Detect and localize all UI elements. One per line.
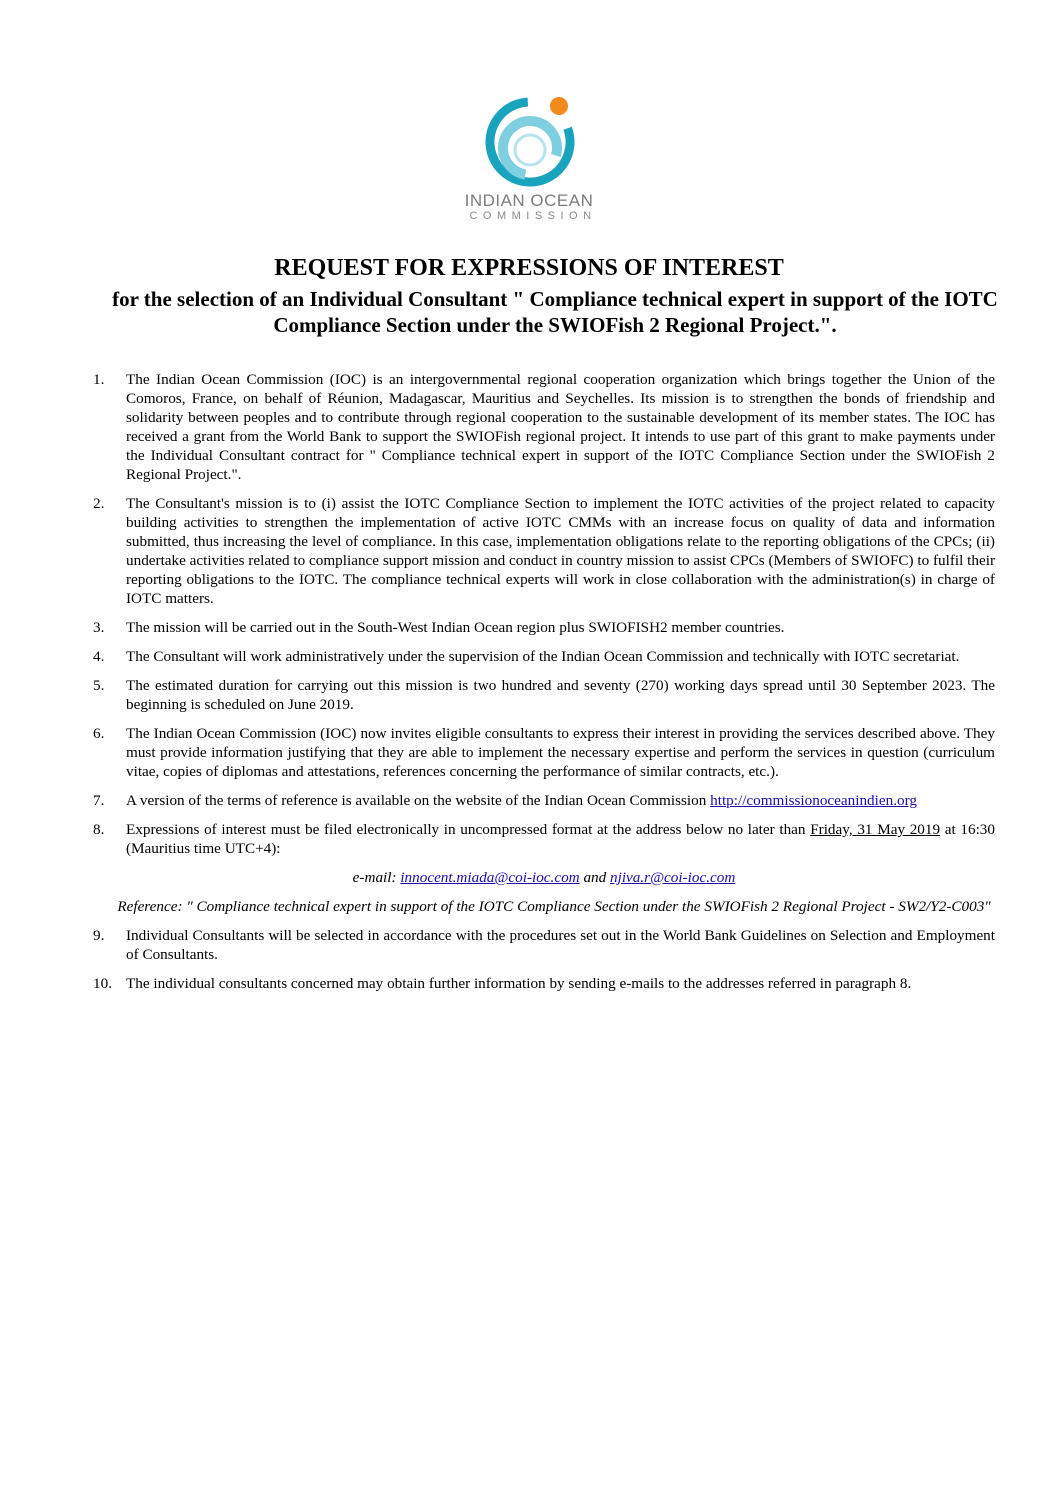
item-number: 6. bbox=[93, 725, 105, 742]
item-text: The estimated duration for carrying out this mission is two hundred and seventy (270) working days spread until 30 September 2023. The beginning is scheduled on June 2019. bbox=[126, 677, 995, 713]
item-text: The Consultant will work administratively under the supervision of the Indian Ocean Commission and technically with IOTC secretariat. bbox=[126, 648, 960, 665]
item-text: Individual Consultants will be selected in accordance with the procedures set out in the World Bank Guidelines on Selection and Employment of Consultants. bbox=[126, 927, 995, 963]
ioc-logo-icon bbox=[482, 88, 582, 188]
deadline-date: Friday, 31 May 2019 bbox=[810, 821, 941, 838]
email-link-2[interactable]: njiva.r@coi-ioc.com bbox=[610, 869, 736, 886]
email-contact-line bbox=[93, 868, 995, 887]
item-number: 3. bbox=[93, 619, 105, 636]
list-item-2 bbox=[93, 494, 995, 608]
item-number: 1. bbox=[93, 371, 105, 388]
item-number: 4. bbox=[93, 648, 105, 665]
deadline-time: at 16:30 (Mauritius time UTC+4): bbox=[126, 821, 995, 857]
logo-name-line2: COMMISSION bbox=[469, 210, 597, 222]
list-item-8 bbox=[93, 820, 995, 858]
email-label: e-mail: bbox=[352, 869, 401, 886]
list-item-6 bbox=[93, 724, 995, 781]
numbered-list bbox=[93, 370, 995, 1003]
item-text: The mission will be carried out in the South-West Indian Ocean region plus SWIOFISH2 member countries. bbox=[126, 619, 785, 636]
list-item-10 bbox=[93, 974, 995, 993]
list-item-1 bbox=[93, 370, 995, 484]
item-text: The Indian Ocean Commission (IOC) is an intergovernmental regional cooperation organization which brings together the Union of the Comoros, France, on behalf of Réunion, Madagascar, Mauritius and Seychelles. Its mission is to strengthen the bonds of friendship and solidarity between peoples and to contribute through regional cooperation to the sustainable development of its member states. The IOC has received a grant from the World Bank to support the SWIOFish regional project. It intends to use part of this grant to make payments under the Individual Consultant contract for " Compliance technical expert in support of the IOTC Compliance Section under the SWIOFish 2 Regional Project.". bbox=[126, 371, 995, 483]
list-item-9 bbox=[93, 926, 995, 964]
item-number: 9. bbox=[93, 927, 105, 944]
item-text: The Indian Ocean Commission (IOC) now invites eligible consultants to express their interest in providing the services described above. They must provide information justifying that they are able to implement the necessary expertise and perform the services in question (curriculum vitae, copies of diplomas and attestations, references concerning the performance of similar contracts, etc.). bbox=[126, 725, 995, 780]
list-item-7 bbox=[93, 791, 995, 810]
item-number: 5. bbox=[93, 677, 105, 694]
item-text: The individual consultants concerned may obtain further information by sending e-mails to the addresses referred in paragraph 8. bbox=[126, 975, 912, 992]
document-title: REQUEST FOR EXPRESSIONS OF INTEREST bbox=[274, 255, 784, 281]
logo-name-line1: INDIAN OCEAN bbox=[464, 191, 594, 210]
email-link-1[interactable]: innocent.miada@coi-ioc.com bbox=[400, 869, 580, 886]
list-item-4 bbox=[93, 647, 995, 666]
list-item-5 bbox=[93, 676, 995, 714]
item-text: A version of the terms of reference is available on the website of the Indian Ocean Commission bbox=[126, 792, 707, 809]
website-link[interactable]: http://commissionoceanindien.org bbox=[710, 792, 917, 809]
item-number: 8. bbox=[93, 821, 105, 838]
list-item-3 bbox=[93, 618, 995, 637]
item-text: The Consultant's mission is to (i) assist the IOTC Compliance Section to implement the IOTC activities of the project related to capacity building activities to strengthen the implementation of active IOTC CMMs with an increase focus on quality of data and information submitted, thus increasing the level of compliance. In this case, implementation obligations relate to the reporting obligations of the CPCs; (ii) undertake activities related to compliance support mission and conduct in country mission to assist CPCs (Members of SWIOFC) to fulfil their reporting obligations to the IOTC. The compliance technical experts will work in close collaboration with the administration(s) in charge of IOTC matters. bbox=[126, 495, 995, 607]
item-number: 7. bbox=[93, 792, 105, 809]
document-subtitle: for the selection of an Individual Consultant " Compliance technical expert in support of the IOTC Compliance Section under the SWIOFish 2 Regional Project.". bbox=[112, 287, 998, 337]
item-text: Expressions of interest must be filed electronically in uncompressed format at the address below no later than bbox=[126, 821, 806, 838]
email-joiner: and bbox=[579, 869, 611, 886]
reference-line: Reference: " Compliance technical expert in support of the IOTC Compliance Section under the SWIOFish 2 Regional Project - SW2/Y2-C003" bbox=[117, 898, 991, 915]
item-number: 2. bbox=[93, 495, 105, 512]
item-number: 10. bbox=[93, 975, 112, 992]
